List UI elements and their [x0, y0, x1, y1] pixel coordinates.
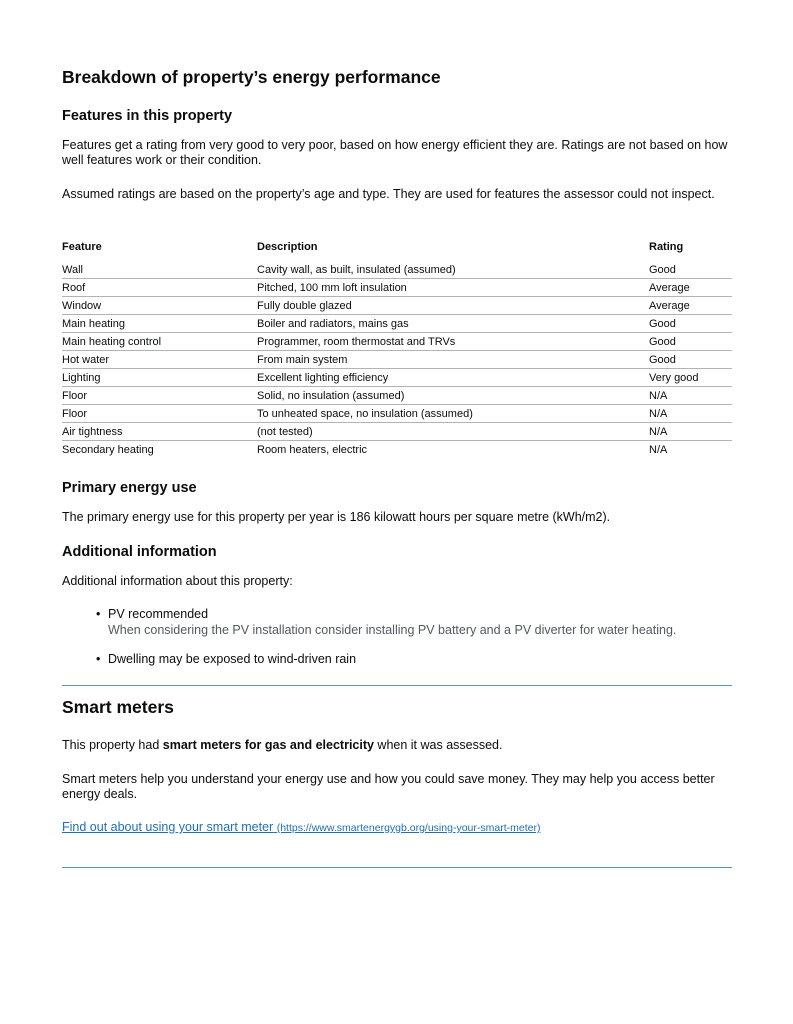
table-row	[62, 315, 732, 333]
feature-cell: Main heating control	[62, 333, 257, 351]
feature-cell: Floor	[62, 405, 257, 423]
description-cell: Pitched, 100 mm loft insulation	[257, 279, 649, 297]
table-row	[62, 441, 732, 459]
list-item-title: • Dwelling may be exposed to wind-driven rain	[108, 652, 357, 666]
rating-cell: N/A	[649, 405, 732, 423]
description-cell: Room heaters, electric	[257, 443, 368, 456]
rating-cell: Average	[649, 297, 732, 315]
additional-info-list	[108, 606, 728, 667]
feature-cell: Window	[62, 297, 257, 315]
smart-meters-status-paragraph	[62, 738, 732, 753]
assumed-ratings-paragraph: Assumed ratings are based on the property’s age and type. They are used for features the assessor could not inspect.	[62, 187, 715, 201]
smart-meters-bold-text: smart meters for gas and electricity	[162, 738, 374, 752]
table-row	[62, 261, 732, 279]
features-heading: Features in this property	[62, 108, 233, 124]
page-title: Breakdown of property’s energy performance	[62, 67, 441, 87]
table-row	[62, 333, 732, 351]
primary-energy-text: The primary energy use for this property per year is 186 kilowatt hours per square metre (kWh/m2).	[62, 510, 611, 524]
rating-cell: N/A	[649, 423, 732, 441]
description-cell: Boiler and radiators, mains gas	[257, 315, 649, 333]
table-row	[62, 387, 732, 405]
smart-meters-heading: Smart meters	[62, 697, 174, 717]
list-item	[108, 606, 728, 638]
list-item-title: • PV recommended	[108, 607, 209, 621]
additional-info-intro: Additional information about this property:	[62, 574, 293, 588]
smart-meters-text-start: This property had	[62, 738, 163, 752]
feature-cell: Wall	[62, 261, 257, 279]
description-cell: Cavity wall, as built, insulated (assumed)	[257, 261, 649, 279]
column-header-rating: Rating	[649, 241, 684, 253]
rating-cell: Good	[649, 315, 732, 333]
rating-cell: Very good	[649, 369, 732, 387]
column-header-feature: Feature	[62, 241, 102, 253]
section-divider	[62, 685, 732, 686]
feature-cell: Roof	[62, 279, 257, 297]
rating-cell: Good	[649, 333, 732, 351]
smart-meters-help-paragraph: Smart meters help you understand your energy use and how you could save money. They may help you access better energy deals.	[62, 772, 715, 801]
list-item	[108, 651, 728, 667]
feature-cell: Main heating	[62, 315, 257, 333]
rating-cell: N/A	[649, 443, 668, 456]
description-cell: Excellent lighting efficiency	[257, 369, 649, 387]
table-row	[62, 369, 732, 387]
table-row	[62, 351, 732, 369]
smart-meters-text-end: when it was assessed.	[373, 738, 503, 752]
table-row	[62, 279, 732, 297]
rating-cell: Good	[649, 261, 732, 279]
column-header-description: Description	[257, 241, 318, 253]
section-divider-bottom	[62, 867, 732, 868]
feature-cell: Floor	[62, 387, 257, 405]
primary-energy-heading: Primary energy use	[62, 480, 197, 496]
table-header-row	[62, 241, 732, 261]
rating-cell: N/A	[649, 387, 732, 405]
additional-info-heading: Additional information	[62, 544, 217, 560]
description-cell: To unheated space, no insulation (assumed)	[257, 405, 649, 423]
description-cell: From main system	[257, 351, 649, 369]
feature-cell: Air tightness	[62, 423, 257, 441]
table-row	[62, 423, 732, 441]
table-row	[62, 405, 732, 423]
rating-cell: Average	[649, 279, 732, 297]
smart-meter-link[interactable]	[62, 820, 540, 834]
description-cell: Programmer, room thermostat and TRVs	[257, 333, 649, 351]
description-cell: Fully double glazed	[257, 297, 649, 315]
feature-cell: Secondary heating	[62, 443, 154, 456]
feature-cell: Lighting	[62, 369, 257, 387]
features-intro-paragraph: Features get a rating from very good to very poor, based on how energy efficient they are. Ratings are not based on how well features work or their condition.	[62, 138, 728, 167]
table-row	[62, 297, 732, 315]
rating-cell: Good	[649, 351, 732, 369]
list-item-note: When considering the PV installation consider installing PV battery and a PV diverter for water heating.	[108, 623, 677, 637]
smart-meter-link-url: (https://www.smartenergygb.org/using-your-smart-meter)	[276, 822, 541, 834]
feature-cell: Hot water	[62, 351, 257, 369]
description-cell: Solid, no insulation (assumed)	[257, 387, 649, 405]
description-cell: (not tested)	[257, 423, 649, 441]
smart-meter-link-text: Find out about using your smart meter	[62, 820, 274, 834]
features-table	[62, 241, 732, 458]
